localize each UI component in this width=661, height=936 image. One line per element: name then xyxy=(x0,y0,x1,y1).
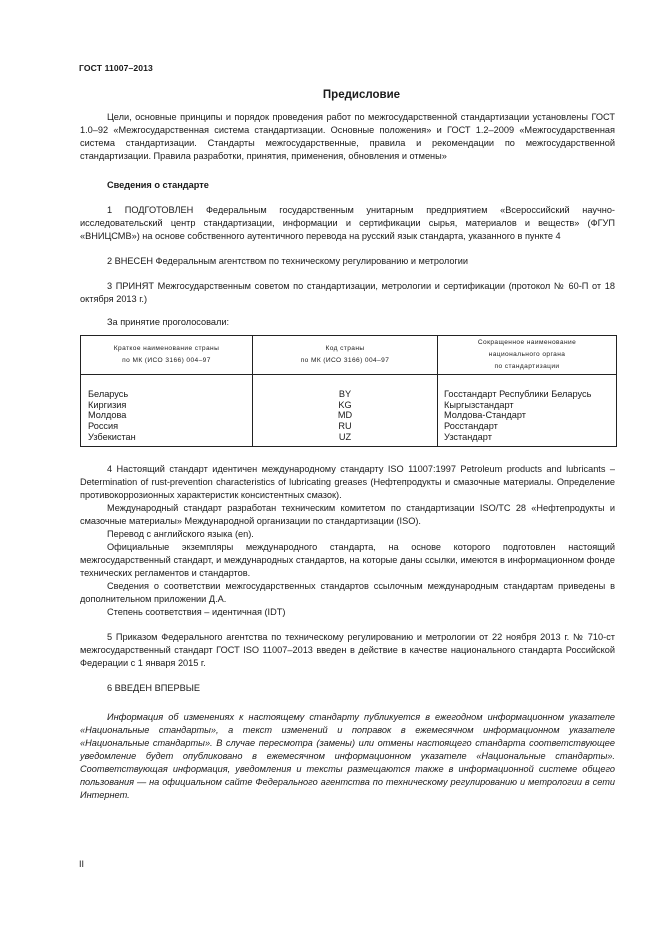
intro-paragraph: Цели, основные принципы и порядок проведения работ по межгосударственной стандартизации установлены ГОСТ 1.0–92 «Межгосударственная система стандартизации. Основные положения» и ГОСТ 1.2–2009 «Межгосударственная система стандартизации. Стандарты межгосударственные, правила и рекомендации по межгосударственной стандартизации. Правила разработки, принятия, применения, обновления и отмены» xyxy=(80,112,615,161)
section-heading: Сведения о стандарте xyxy=(107,180,209,190)
standard-code-header: ГОСТ 11007–2013 xyxy=(79,63,153,73)
standards-body-cell: Госстандарт Республики Беларусь Кыргызстандарт Молдова-Стандарт Росстандарт Узстандарт xyxy=(438,375,617,447)
table-header-body: Сокращенное наименование национального органа по стандартизации xyxy=(438,336,617,375)
code-cell: BY KG MD RU UZ xyxy=(253,375,438,447)
document-body xyxy=(80,111,615,802)
table-header-country: Краткое наименование страны по МК (ИСО 3166) 004–97 xyxy=(81,336,253,375)
item-1-paragraph: 1 ПОДГОТОВЛЕН Федеральным государственным унитарным предприятием «Всероссийский научно-исследовательский центр стандартизации, информации и сертификации сырья, материалов и веществ» (ФГУП «ВНИЦСМВ») на основе собственного аутентичного перевода на русский язык стандарта, указанного в пункте 4 xyxy=(80,205,615,241)
item-4-translation-paragraph: Перевод с английского языка (en). xyxy=(107,528,254,539)
item-4-references-paragraph: Сведения о соответствии межгосударственных стандартов ссылочным международным стандартам приведены в дополнительном приложении Д.А. xyxy=(80,580,615,604)
item-4-tc-paragraph: Международный стандарт разработан техническим комитетом по стандартизации ISO/TC 28 «Нефтепродукты и смазочные материалы» Международной организации по стандартизации (ISO). xyxy=(80,502,615,526)
page-number: II xyxy=(79,859,85,869)
item-3-paragraph: 3 ПРИНЯТ Межгосударственным советом по стандартизации, метрологии и сертификации (протокол № 60-П от 18 октября 2013 г.) xyxy=(80,281,615,304)
page-title: Предисловие xyxy=(322,89,401,101)
item-2-paragraph: 2 ВНЕСЕН Федеральным агентством по техническому регулированию и метрологии xyxy=(107,256,469,266)
table-header-row xyxy=(81,336,617,375)
item-5-paragraph: 5 Приказом Федерального агентства по техническому регулированию и метрологии от 22 ноября 2013 г. № 710-ст межгосударственный стандарт ГОСТ ISO 11007–2013 введен в действие в качестве национального стандарта Российской Федерации с 1 января 2015 г. xyxy=(80,631,615,668)
item-4-paragraph: 4 Настоящий стандарт идентичен международному стандарту ISO 11007:1997 Petroleum products and lubricants – Determination of rust-prevention characteristics of lubricating greases (Нефтепродукты и смазочные материалы. Определение противокоррозионных характеристик консистентных смазок). xyxy=(80,463,615,500)
table-header-code: Код страны по МК (ИСО 3166) 004–97 xyxy=(253,336,438,375)
country-cell: Беларусь Киргизия Молдова Россия Узбекистан xyxy=(81,375,253,447)
voted-label: За принятие проголосовали: xyxy=(107,317,230,327)
table-row xyxy=(81,375,617,447)
info-notice-paragraph: Информация об изменениях к настоящему стандарту публикуется в ежегодном информационном указателе «Национальные стандарты», а текст изменений и поправок в ежемесячном информационном указателе «Национальные стандарты». В случае пересмотра (замены) или отмены настоящего стандарта соответствующее уведомление будет опубликовано в ежемесячном информационном указателе «Национальные стандарты». Соответствующая информация, уведомления и тексты размещаются также в информационной системе общего пользования — на официальном сайте Федерального агентства по техническому регулированию и метрологии в сети Интернет. xyxy=(80,711,615,800)
item-6-paragraph: 6 ВВЕДЕН ВПЕРВЫЕ xyxy=(107,682,200,693)
item-4-degree-paragraph: Степень соответствия – идентичная (IDT) xyxy=(107,606,286,617)
voting-table xyxy=(80,335,617,447)
item-4-official-copies-paragraph: Официальные экземпляры международного стандарта, на основе которого подготовлен настоящий межгосударственный стандарт, и международных стандартов, на которые даны ссылки, имеются в информационном фонде технических регламентов и стандартов. xyxy=(80,541,615,578)
